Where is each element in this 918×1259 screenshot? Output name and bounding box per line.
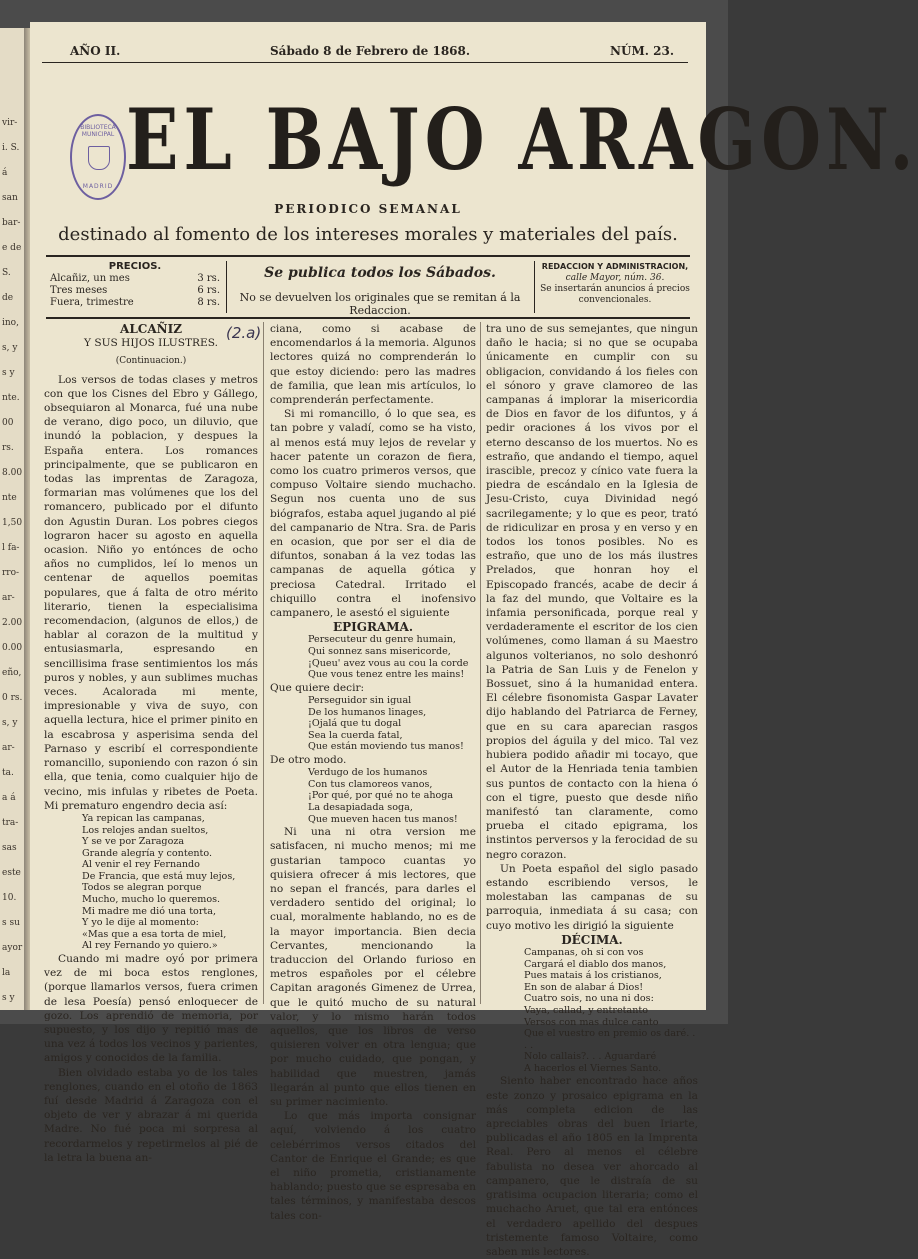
paragraph: Ni una ni otra version me satisfacen, ni mucho menos; mi me gustarian tampoco cuantas yo quisiera ofrecer á mis lectores, que no sepan el francés, para darles el verdadero sentido del original; lo cual, moralmente hablando, no es de la mayor importancia. Bien decia Cervantes, mencionando la traduccion del Orlando furioso en metros españoles por el célebre Capitan aragonés Gimenez de Urrea, que le quitó mucho de su natural valor, y lo mismo harán todos aquellos, que los libros de verso quisieren volver en otra lengua; que por mucho cuidado, que pongan, y habilidad que muestren, jamás llegarán al punto que ellos tienen en su primer nacimiento. — [270, 826, 476, 1109]
prev-page-fragment: bar- — [2, 218, 21, 228]
info-box — [46, 255, 690, 319]
verse-line: Que vous tenez entre les mains! — [308, 669, 465, 681]
verse-block — [44, 813, 258, 952]
price-value: 8 rs. — [197, 297, 220, 308]
article-title: ALCAÑIZ — [120, 322, 182, 336]
newspaper-page — [30, 22, 918, 1258]
paragraph: Los versos de todas clases y metros con que los Cisnes del Ebro y Gállego, obsequiaron al Monarca, fué una nube de verano, digo poco, un diluvio, que inundó la poblacion, y despues la España entera. Los romances principalmente, que se publicaron en todas las imprentas de Zaragoza, formarian mas volúmenes que los del romancero, publicado por el difunto don Agustin Duran. Los pobres ciegos lograron hacer su agosto en aquella ocasion. Niño yo entónces de ocho años no cumplidos, leí lo menos un centenar de aquellos poemitas populares, que á falta de otro mérito literario, tienen la especialisima recomendacion, (algunos de ellos,) de hablar al corazon de la multitud y entusiasmarla, espresando en sencillisima frase sentimientos los más puros y nobles, y aun sublimes muchas veces. Acalorada mi mente, impresionable y viva de suyo, con aquella lectura, hice el primer pinito en la escabrosa y asperisima senda del Parnaso y escribí el correspondiente romancillo, suponiendo con razon ó sin ella, que tenia, como cualquier hijo de vecino, mis infulas y ribetes de Poeta. Mi prematuro engendro decia así: — [44, 373, 258, 812]
prev-page-fragment: de — [2, 293, 14, 303]
verse-line: Y se ve por Zaragoza — [82, 836, 185, 848]
verse-line: Nolo callais?. . . Aguardaré — [524, 1051, 657, 1063]
masthead-subtitle: PERIODICO SEMANAL — [274, 202, 462, 216]
handwritten-note: (2.a) — [226, 324, 262, 342]
column-divider — [263, 322, 264, 1004]
prev-page-fragment: ar- — [2, 593, 15, 603]
prev-page-fragment: 1,50 — [2, 518, 23, 528]
verse-line: Persecuteur du genre humain, — [308, 634, 456, 646]
prices-title: PRECIOS. — [108, 261, 162, 272]
prev-page-fragment: sas — [2, 843, 17, 853]
verse-line: Vaya, callad, y entretanto — [524, 1004, 649, 1016]
stamp-top-text: BIBLIOTECA MUNICIPAL — [80, 124, 116, 138]
prev-page-fragment: 00 — [2, 418, 14, 428]
verse-line: Sea la cuerda fatal, — [308, 729, 403, 741]
price-row — [50, 285, 220, 297]
epigram-heading: EPIGRAMA. — [332, 620, 414, 635]
publication-schedule: Se publica todos los Sábados. — [264, 265, 496, 281]
prev-page-fragment: l fa- — [2, 543, 20, 553]
verse-line: Que están moviendo tus manos! — [308, 741, 464, 753]
library-stamp — [70, 114, 126, 200]
prev-page-fragment: S. — [2, 268, 11, 278]
verse-line: Que mueven hacen tus manos! — [308, 813, 458, 825]
verse-line: «Mas que a esa torta de miel, — [82, 928, 227, 940]
editorial-office — [540, 261, 690, 306]
verse-line: En son de alabar á Dios! — [524, 981, 644, 993]
column-3 — [486, 322, 698, 1258]
issue-date: Sábado 8 de Febrero de 1868. — [270, 44, 471, 58]
issue-number: NÚM. 23. — [610, 44, 674, 58]
verse-line: Que el vuestro en premio os daré. . . . — [524, 1028, 696, 1051]
prev-page-fragment: e de — [2, 243, 22, 253]
verse-block — [270, 634, 476, 680]
verse-intro: De otro modo. — [270, 754, 347, 767]
office-title: REDACCION Y ADMINISTRACION, — [541, 262, 689, 271]
ads-notice: Se insertarán anuncios á precios convencionales. — [540, 284, 690, 305]
price-value: 3 rs. — [197, 273, 220, 284]
verse-block — [270, 767, 476, 825]
verse-block — [486, 947, 698, 1075]
prev-page-fragment: eño, — [2, 668, 22, 678]
price-row — [50, 273, 220, 285]
header-rule — [42, 62, 688, 63]
paragraph: tra uno de sus semejantes, que ningun daño le hacia; si no que se ocupaba únicamente en cumplir con su obligacion, convidando á los fieles con el sónoro y grave clamoreo de las campanas á implorar la misericordia de Dios en favor de los difuntos, y á pedir oraciones á los vivos por el eterno descanso de los muertos. No es estraño, que andando el tiempo, aquel irascible, precoz y cínico vate fuera la piedra de escándalo en la Iglesia de Jesu-Cristo, cuya Divinidad negó sacrilegamente; y lo que es peor, trató de ridiculizar en prosa y en verso y en todos los tonos posibles. No es estraño, que uno de los más ilustres Prelados, que honran hoy el Episcopado francés, acabe de decir á la faz del mundo, que Voltaire es la infamia personificada, porque real y verdaderamente el escritor de los cien volúmenes, como llaman á su Maestro algunos volterianos, no solo deshonró la Patria de San Luis y de Fenelon y Bossuet, sino á la humanidad entera. El célebre fisonomista Gaspar Lavater dijo hablando del Patriarca de Ferney, que en su cara aparecian rasgos propios del águila y del mico. Tal vez hubiera podido añadir mi tocayo, que el Autor de la Henriada tenia tambien sus puntos de contacto con la hiena ó con el tigre, puesto que desde niño manifestó tan claramente, como prueba el citado epigrama, los instintos perversos y la ferocidad de su negro corazon. — [486, 323, 698, 861]
article-subtitle: Y SUS HIJOS ILUSTRES. — [84, 337, 218, 350]
column-2 — [270, 322, 476, 1222]
price-row — [50, 297, 220, 309]
paragraph: Si mi romancillo, ó lo que sea, es tan pobre y valadí, como se ha visto, al menos está muy lejos de revelar y hacer patente un corazon de fiera, como los cuatro primeros versos, que compuso Voltaire siendo muchacho. Segun nos cuenta uno de sus biógrafos, estaba aquel jugando al pié del campanario de Ntra. Sra. de Paris en ocasion, que por ser el dia de difuntos, sonaban á la vez todas las campanas de aquella gótica y preciosa Catedral. Irritado el chiquillo contra el inofensivo campanero, le asestó el siguiente — [270, 408, 476, 620]
prev-page-fragment: s su — [2, 918, 20, 928]
verse-block — [270, 695, 476, 753]
prev-page-fragment: 10. — [2, 893, 17, 903]
box-divider — [226, 261, 227, 313]
decima-heading: DÉCIMA. — [561, 932, 623, 947]
continuation-note: (Continuacion.) — [115, 356, 187, 367]
prev-page-fragment: 8.00 — [2, 468, 23, 478]
verse-line: La desapiadada soga, — [308, 802, 413, 813]
prev-page-fragment: 0 rs. — [2, 693, 23, 703]
prev-page-fragment: este — [2, 868, 21, 878]
prices-block — [50, 261, 220, 309]
prev-page-fragment: san — [2, 193, 18, 203]
price-label: Fuera, trimestre — [50, 297, 134, 308]
verse-line: Pues matais á los cristianos, — [524, 970, 662, 982]
verse-line: Al rey Fernando yo quiero.» — [82, 940, 218, 952]
prev-page-fragment: nte — [2, 493, 17, 503]
stamp-bottom-text: MADRID — [82, 183, 114, 190]
verse-line: Qui sonnez sans misericorde, — [308, 646, 451, 658]
verse-line: Mucho, mucho lo queremos. — [82, 894, 221, 906]
prev-page-fragment: rro- — [2, 568, 20, 578]
prev-page-fragment: s y — [2, 368, 15, 378]
verse-line: De Francia, que está muy lejos, — [82, 870, 236, 882]
column-1 — [44, 322, 258, 1164]
verse-line: Versos con mas dulce canto — [524, 1016, 659, 1028]
verse-line: Campanas, oh si con vos — [524, 946, 644, 958]
verse-line: ¡Ojalá que tu dogal — [308, 718, 402, 730]
verse-line: Perseguidor sin igual — [308, 695, 412, 707]
paragraph: Cuando mi madre oyó por primera vez de mi boca estos renglones, (porque llamarlos versos, fuera crimen de lesa Poesía) pensó enloquecer de gozo. Los aprendió de memoria, por supuesto, y los dijo y repitió mas de una vez á todos los vecinos y parientes, amigos y conocidos de la familia. — [44, 953, 258, 1065]
paragraph: ciana, como si acabase de encomendarlos á la memoria. Algunos lectores quizá no comprenderán lo que estoy diciendo: pero las madres de familia, que lean mis artículos, lo comprenderán perfectamente. — [270, 323, 476, 407]
paragraph: Siento haber encontrado hace años este zonzo y prosaico epigrama en la más completa edicion de las apreciables obras del buen Iriarte, publicadas el año 1805 en la Imprenta Real. Pero al menos el célebre fabulista no desea ver ahorcado al campanero, que le distraía de su gratisima ocupacion literaria; como el muchacho Aruet, que tal era entónces el verdadero apellido del despues tristemente famoso Voltaire, como saben mis lectores. — [486, 1075, 698, 1258]
prev-page-fragment: s, y — [2, 718, 18, 728]
verse-line: ¡Por qué, por qué no te ahoga — [308, 790, 454, 802]
verse-line: Cuatro sois, no una ni dos: — [524, 993, 654, 1005]
prev-page-fragment: ta. — [2, 768, 14, 778]
verse-line: Grande alegría y contento. — [82, 847, 213, 859]
prev-page-fragment: s y — [2, 993, 15, 1003]
prev-page-fragment: tra- — [2, 818, 19, 828]
price-label: Alcañiz, un mes — [50, 273, 130, 284]
issue-year: AÑO II. — [70, 44, 121, 58]
office-address: calle Mayor, núm. 36. — [565, 273, 665, 283]
originals-notice: No se devuelven los originales que se remitan á la Redaccion. — [239, 291, 521, 317]
verse-line: De los humanos linages, — [308, 706, 427, 718]
paragraph: Lo que más importa consignar aquí, volviendo á los cuatro celebérrimos versos citados del Cantor de Enrique el Grande; es que el niño prometia, cristianamente hablando; puesto que se espresaba en tales términos, y manifestaba descos tales con- — [270, 1110, 476, 1222]
verse-intro: Que quiere decir: — [270, 681, 365, 694]
verse-line: Al venir el rey Fernando — [82, 859, 200, 871]
prev-page-fragment: nte. — [2, 393, 20, 403]
prev-page-fragment: s, y — [2, 343, 18, 353]
verse-line: Todos se alegran porque — [82, 882, 202, 894]
prev-page-fragment: ino, — [2, 318, 19, 328]
prev-page-fragment: i. S. — [2, 143, 20, 153]
prev-page-fragment: 2.00 — [2, 618, 23, 628]
verse-line: Cargará el diablo dos manos, — [524, 958, 667, 970]
price-value: 6 rs. — [197, 285, 220, 296]
prev-page-fragment: la — [2, 968, 11, 978]
verse-line: Con tus clamoreos vanos, — [308, 778, 433, 790]
paragraph: Bien olvidado estaba yo de los tales renglones, cuando en el otoño de 1863 fuí desde Madrid á Zaragoza con el objeto de ver y abrazar á mi querida Madre. No fué poca mi sorpresa al recordarmelos y repetirmelos al pié de la letra la buena an- — [44, 1066, 258, 1164]
prev-page-fragment: á — [2, 168, 8, 178]
prev-page-fragment: rs. — [2, 443, 14, 453]
verse-line: Verdugo de los humanos — [308, 767, 428, 779]
prev-page-fragment: vir- — [2, 118, 18, 128]
verse-line: Y yo le dije al momento: — [82, 917, 199, 929]
verse-line: Ya repican las campanas, — [82, 812, 205, 824]
prev-page-fragment: ar- — [2, 743, 15, 753]
verse-line: Mi madre me dió una torta, — [82, 905, 217, 917]
price-label: Tres meses — [50, 285, 108, 296]
crest-icon — [88, 146, 110, 170]
prev-page-fragment: 0.00 — [2, 643, 23, 653]
masthead-title: EL BAJO ARAGON. — [126, 90, 918, 189]
masthead-tagline: destinado al fomento de los intereses morales y materiales del país. — [58, 224, 678, 245]
box-divider — [534, 261, 535, 313]
paragraph: Un Poeta español del siglo pasado estando escribiendo versos, le molestaban las campanas de su parroquia, inmediata á su casa; con cuyo motivo les dirigió la siguiente — [486, 862, 698, 932]
prev-page-fragment: a á — [2, 793, 16, 803]
verse-line: A hacerlos el Viernes Santo. — [524, 1062, 662, 1074]
prev-page-fragment: ayor — [2, 943, 23, 953]
column-divider — [480, 322, 481, 1004]
verse-line: Los relojes andan sueltos, — [82, 824, 209, 836]
verse-line: ¡Queu' avez vous au cou la corde — [308, 657, 469, 669]
